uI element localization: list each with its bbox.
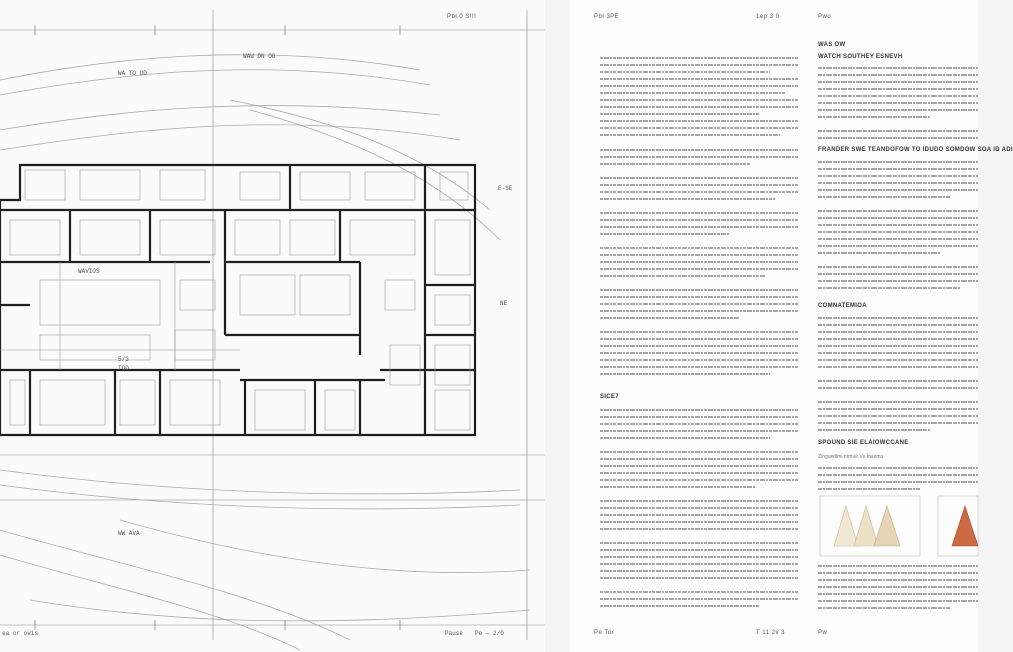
doc-header-right: Pwo <box>818 14 832 20</box>
doc-footer-right: Pw <box>818 630 828 636</box>
lower-right-label: NE <box>500 300 508 307</box>
room-label: WAVIOS <box>78 268 100 275</box>
col2-section-d: Zinguedimi nrmue Vs Inaomu <box>818 454 884 460</box>
road-left-label: WA TO UD <box>118 70 147 77</box>
title-block-left: ea or ovis <box>2 630 39 637</box>
road-top-label: WAW ON OG <box>243 53 276 60</box>
doc-footer-left: Pe Tor <box>594 630 615 636</box>
lower-road-label: WW AVA <box>118 530 140 537</box>
col2-title: WAS OW <box>818 42 846 48</box>
triangle-figure <box>820 496 978 556</box>
mid-code: 5/3 <box>118 356 129 363</box>
doc-header-left: Pbl 3PE <box>594 14 620 20</box>
footer-mid: Pause <box>445 630 464 637</box>
col1-section-a: SICE7 <box>600 394 619 400</box>
footer-right: Pe — 2/0 <box>475 630 504 637</box>
col2-section-a: FRANDER SWE TEANDOFOW TO IDUDO SOMDOW SOA ID ADI <box>818 147 1013 153</box>
col2-section-c: SPOUND SIE ELAIOWCCANE <box>818 440 909 446</box>
text-block-lines <box>570 0 978 652</box>
doc-footer-mid: T 11 2v 3 <box>756 630 785 636</box>
specification-document <box>570 0 1013 652</box>
upper-right-label: E-SE <box>498 185 513 192</box>
col2-section-b: COMNATEMIOA <box>818 303 867 309</box>
col2-subtitle: WATCH SOUTHEY ESNEVH <box>818 54 903 60</box>
sheet-header: Pbl 0 S!!! <box>447 14 477 20</box>
doc-header-mid: 1ep 3 0 <box>756 14 780 20</box>
mid-label: TOD <box>118 365 129 372</box>
